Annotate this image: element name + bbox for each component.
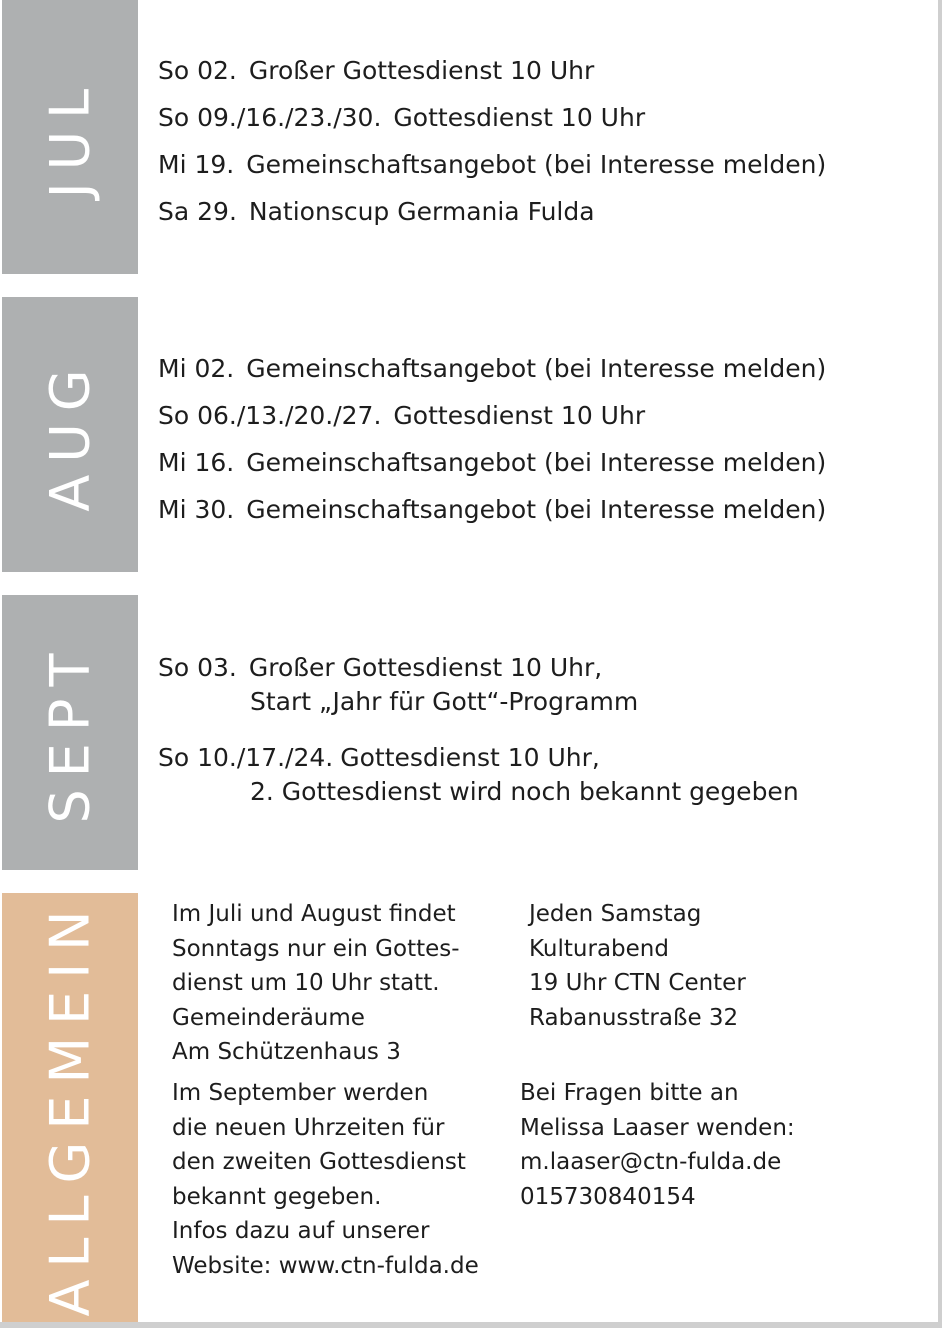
month-label-aug: AUG (38, 357, 102, 512)
info-line: Jeden Samstag (529, 901, 702, 927)
email-link[interactable]: m.laaser@ctn-fulda.de (520, 1149, 782, 1175)
month-label-sept: SEPT (38, 641, 102, 824)
event-item (158, 354, 826, 384)
event-date: So 10./17./24. (158, 743, 334, 772)
event-date: So 09./16./23./30. (158, 103, 382, 132)
month-tab-aug (2, 297, 138, 572)
events-jul (158, 56, 826, 227)
info-saturday-note (529, 897, 746, 1035)
event-date: Mi 16. (158, 448, 235, 477)
event-text-continued: 2. Gottesdienst wird noch bekannt gegeben (250, 777, 799, 806)
info-line: Gemeinderäume (172, 1004, 365, 1031)
event-item (158, 495, 826, 525)
event-date: Sa 29. (158, 197, 237, 226)
event-text-continued: Start „Jahr für Gott“-Programm (250, 687, 639, 716)
info-line: Sonntags nur ein Gottes- (172, 935, 460, 962)
event-text: Nationscup Germania Fulda (248, 197, 595, 226)
events-aug (158, 354, 826, 525)
event-item (158, 651, 799, 719)
event-date: Mi 30. (158, 495, 235, 524)
info-line: Kulturabend (529, 935, 669, 962)
event-text: Gemeinschaftsangebot (bei Interesse melden) (246, 495, 827, 524)
month-label-jul: JUL (38, 76, 102, 198)
event-date: So 03. (158, 653, 237, 682)
page-edge-right (938, 0, 942, 1328)
event-date: Mi 19. (158, 150, 235, 179)
info-line: Melissa Laaser wenden: (520, 1114, 795, 1141)
info-line: dienst um 10 Uhr statt. (172, 970, 440, 996)
event-text: Gottesdienst 10 Uhr (393, 103, 646, 132)
info-line: Infos dazu auf unserer (172, 1218, 430, 1244)
event-text: Großer Gottesdienst 10 Uhr (248, 56, 595, 85)
info-line: Im Juli und August findet (172, 901, 456, 927)
month-label-allgemein: ALLGEMEIN (38, 898, 102, 1317)
event-date: Mi 02. (158, 354, 235, 383)
event-item (158, 741, 799, 809)
info-contact-note (520, 1076, 795, 1214)
event-item (158, 448, 826, 478)
month-tab-allgemein (2, 893, 138, 1322)
info-line: Am Schützenhaus 3 (172, 1039, 401, 1065)
info-line: den zweiten Gottesdienst (172, 1149, 466, 1175)
info-september-note (172, 1076, 479, 1283)
event-item (158, 103, 826, 133)
events-sept (158, 651, 799, 809)
info-line: Im September werden (172, 1080, 429, 1106)
website-link[interactable]: Website: www.ctn-fulda.de (172, 1252, 479, 1279)
event-item (158, 56, 826, 86)
info-line: die neuen Uhrzeiten für (172, 1114, 445, 1141)
info-line: 19 Uhr CTN Center (529, 970, 746, 996)
event-item (158, 401, 826, 431)
info-line: Bei Fragen bitte an (520, 1080, 739, 1106)
event-date: So 02. (158, 56, 237, 85)
event-text: Gemeinschaftsangebot (bei Interesse melden) (246, 354, 827, 383)
event-item (158, 197, 826, 227)
event-item (158, 150, 826, 180)
page-edge-bottom (0, 1322, 942, 1328)
phone-number: 015730840154 (520, 1183, 696, 1210)
event-text: Gemeinschaftsangebot (bei Interesse melden) (246, 448, 827, 477)
event-date: So 06./13./20./27. (158, 401, 382, 430)
info-line: Rabanusstraße 32 (529, 1004, 739, 1031)
event-text: Gottesdienst 10 Uhr (393, 401, 646, 430)
month-tab-sept (2, 595, 138, 870)
event-text: Großer Gottesdienst 10 Uhr, (248, 653, 603, 682)
event-text: Gemeinschaftsangebot (bei Interesse melden) (246, 150, 827, 179)
month-tab-jul (2, 0, 138, 274)
info-summer-note (172, 897, 460, 1070)
info-line: bekannt gegeben. (172, 1183, 382, 1210)
event-text: Gottesdienst 10 Uhr, (340, 743, 600, 772)
